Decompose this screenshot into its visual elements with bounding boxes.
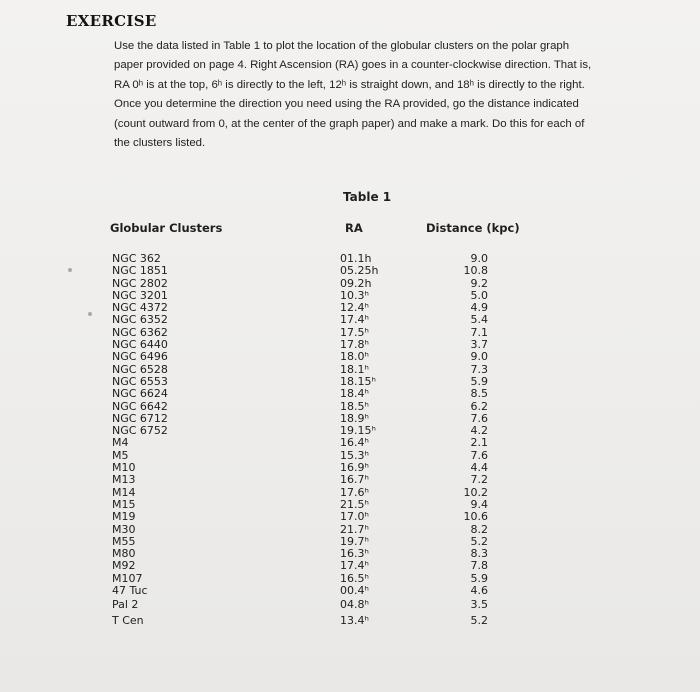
cluster-name: M13 <box>112 473 136 487</box>
distance-value: 9.2 <box>470 276 488 290</box>
ra-value: 13.4ʰ <box>340 614 369 628</box>
instructions-paragraph <box>114 37 636 153</box>
distance-value: 7.3 <box>470 362 488 376</box>
paper-mark <box>88 312 92 316</box>
distance-value: 7.6 <box>470 448 488 462</box>
cluster-name: M107 <box>112 571 143 585</box>
distance-value: 5.4 <box>470 313 488 327</box>
ra-value: 16.5ʰ <box>340 571 369 585</box>
distance-value: 8.5 <box>470 387 488 401</box>
distance-value: 10.8 <box>463 264 488 278</box>
distance-value: 9.0 <box>470 350 488 364</box>
cluster-name: M10 <box>112 461 136 475</box>
distance-value: 6.2 <box>470 399 488 413</box>
cluster-name: M19 <box>112 510 136 524</box>
ra-value: 05.25h <box>340 264 379 278</box>
distance-value: 5.9 <box>470 571 488 585</box>
distance-value: 10.6 <box>463 510 488 524</box>
table-title: Table 1 <box>343 190 392 204</box>
ra-value: 19.15ʰ <box>340 424 376 438</box>
distance-value: 4.4 <box>470 461 488 475</box>
cluster-name: NGC 6553 <box>112 374 168 388</box>
distance-value: 4.2 <box>470 424 488 438</box>
cluster-name: NGC 6712 <box>112 411 168 425</box>
cluster-name: M80 <box>112 547 136 561</box>
ra-value: 18.15ʰ <box>340 374 376 388</box>
distance-value: 8.2 <box>470 522 488 536</box>
cluster-name: NGC 3201 <box>112 288 168 302</box>
distance-value: 3.5 <box>470 598 488 612</box>
instructions-line: Once you determine the direction you need using the RA provided, go the distance indicated <box>114 98 579 111</box>
distance-column <box>453 253 488 629</box>
ra-value: 18.9ʰ <box>340 411 369 425</box>
distance-value: 3.7 <box>470 338 488 352</box>
distance-value: 4.9 <box>470 301 488 315</box>
ra-value: 12.4ʰ <box>340 301 369 315</box>
cluster-name: M15 <box>112 497 136 511</box>
distance-value: 7.1 <box>470 325 488 339</box>
header-distance: Distance (kpc) <box>426 221 520 235</box>
ra-value: 09.2h <box>340 276 372 290</box>
distance-value: 7.8 <box>470 559 488 573</box>
distance-value: 7.6 <box>470 411 488 425</box>
instructions-line: RA 0ʰ is at the top, 6ʰ is directly to the left, 12ʰ is straight down, and 18ʰ is directly to the right. <box>114 78 585 91</box>
distance-value: 7.2 <box>470 473 488 487</box>
ra-value: 17.5ʰ <box>340 325 369 339</box>
cluster-name: NGC 362 <box>112 252 161 265</box>
cluster-name: NGC 6362 <box>112 325 168 339</box>
cluster-name: NGC 6642 <box>112 399 168 413</box>
ra-value: 16.7ʰ <box>340 473 369 487</box>
ra-value: 19.7ʰ <box>340 534 369 548</box>
cluster-name: NGC 6496 <box>112 350 168 364</box>
distance-value: 8.3 <box>470 547 488 561</box>
distance-value: 5.0 <box>470 288 488 302</box>
distance-value: 2.1 <box>470 436 488 450</box>
ra-value: 16.4ʰ <box>340 436 369 450</box>
cluster-name: M5 <box>112 448 129 462</box>
distance-value: 9.4 <box>470 497 488 511</box>
cluster-name: T Cen <box>112 614 144 628</box>
ra-value: 17.4ʰ <box>340 313 369 327</box>
cluster-name: NGC 1851 <box>112 264 168 278</box>
cluster-name: M55 <box>112 534 136 548</box>
ra-column <box>340 253 378 629</box>
cluster-name: NGC 4372 <box>112 301 168 315</box>
ra-value: 00.4ʰ <box>340 584 369 598</box>
instructions-line: (count outward from 0, at the center of the graph paper) and make a mark. Do this for each of <box>114 117 585 130</box>
instructions-line: paper provided on page 4. Right Ascension (RA) goes in a counter-clockwise direction. That is, <box>114 59 592 72</box>
cluster-name: M4 <box>112 436 129 450</box>
cluster-name: Pal 2 <box>112 598 139 612</box>
cluster-name: M92 <box>112 559 136 573</box>
ra-value: 17.4ʰ <box>340 559 369 573</box>
cluster-name: NGC 6624 <box>112 387 168 401</box>
distance-value: 5.2 <box>470 614 488 628</box>
cluster-name: M14 <box>112 485 136 499</box>
ra-value: 17.6ʰ <box>340 485 369 499</box>
cluster-name: M30 <box>112 522 136 536</box>
ra-value: 18.5ʰ <box>340 399 369 413</box>
distance-value: 5.2 <box>470 534 488 548</box>
cluster-name: NGC 6352 <box>112 313 168 327</box>
header-ra: RA <box>345 221 363 235</box>
ra-value: 18.0ʰ <box>340 350 369 364</box>
ra-value: 17.8ʰ <box>340 338 369 352</box>
ra-value: 16.3ʰ <box>340 547 369 561</box>
exercise-heading: EXERCISE <box>66 12 157 30</box>
cluster-name: NGC 2802 <box>112 276 168 290</box>
ra-value: 18.4ʰ <box>340 387 369 401</box>
ra-value: 18.1ʰ <box>340 362 369 376</box>
cluster-name: NGC 6528 <box>112 362 168 376</box>
distance-value: 4.6 <box>470 584 488 598</box>
ra-value: 21.5ʰ <box>340 497 369 511</box>
ra-value: 04.8ʰ <box>340 598 369 612</box>
cluster-name: 47 Tuc <box>112 584 148 598</box>
cluster-name: NGC 6440 <box>112 338 168 352</box>
distance-value: 9.0 <box>470 252 488 265</box>
instructions-line: Use the data listed in Table 1 to plot the location of the globular clusters on the polar graph <box>114 40 570 52</box>
ra-value: 01.1h <box>340 252 372 265</box>
ra-value: 21.7ʰ <box>340 522 369 536</box>
distance-value: 10.2 <box>463 485 488 499</box>
ra-value: 10.3ʰ <box>340 288 369 302</box>
ra-value: 17.0ʰ <box>340 510 369 524</box>
cluster-name: NGC 6752 <box>112 424 168 438</box>
ra-value: 16.9ʰ <box>340 461 369 475</box>
ra-value: 15.3ʰ <box>340 448 369 462</box>
paper-mark <box>68 268 72 272</box>
instructions-line: the clusters listed. <box>114 137 206 150</box>
header-globular-clusters: Globular Clusters <box>110 221 223 235</box>
cluster-name-column <box>112 253 168 629</box>
distance-value: 5.9 <box>470 374 488 388</box>
